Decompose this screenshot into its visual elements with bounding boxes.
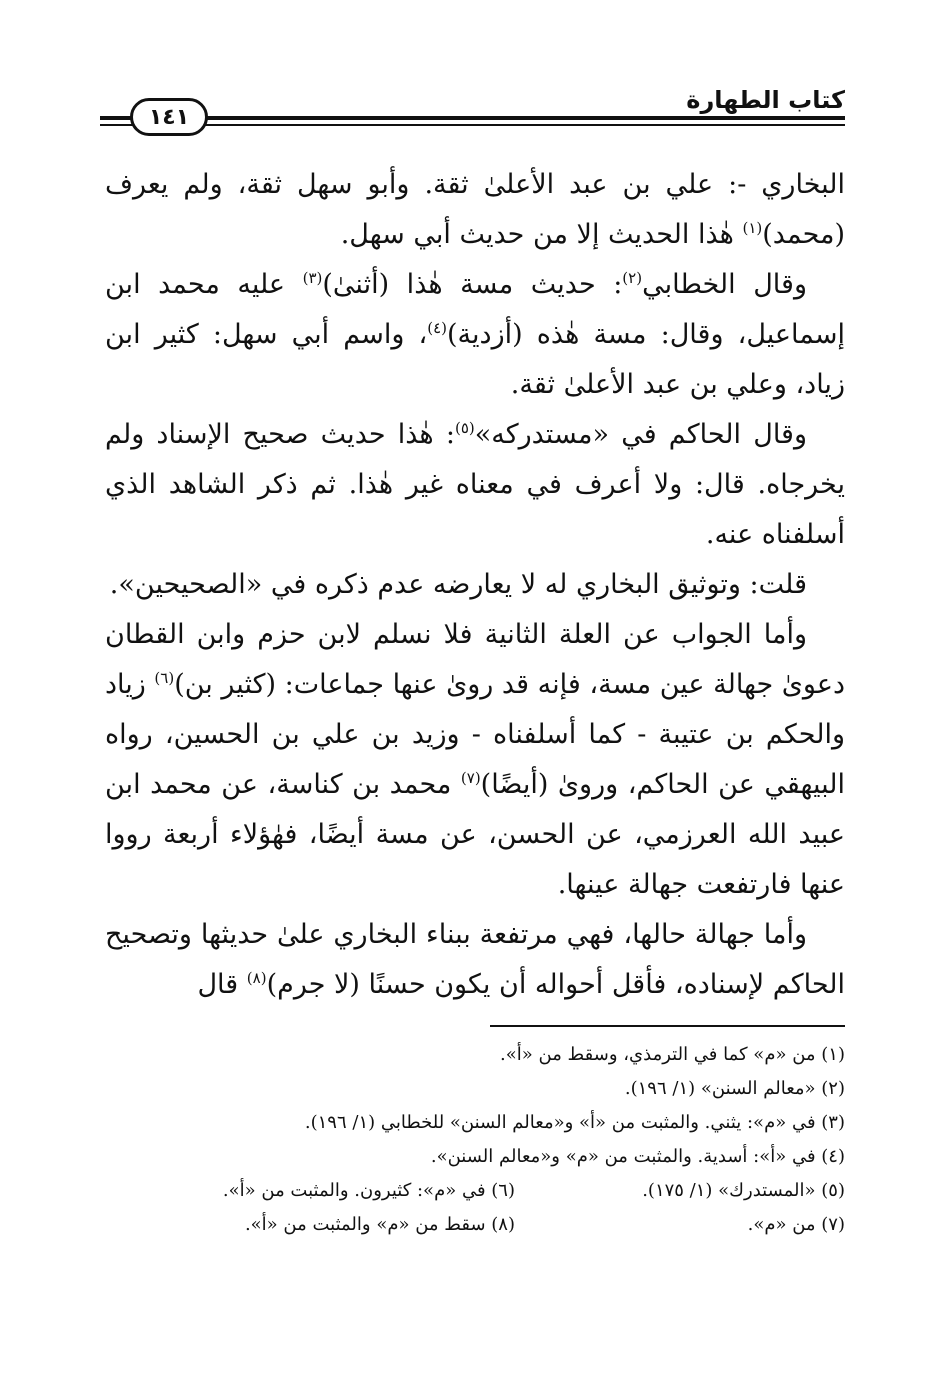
main-text [105,160,845,1010]
footnote-1: (١) من «م» كما في الترمذي، وسقط من «أ». [500,1044,845,1065]
paragraph-2: وقال الخطابي$^{(٢)}$: حديث مسة هٰذا (أثنىٰ)$^{(٣)}$ عليه محمد ابن إسماعيل، وقال: مسة هٰذه (أزدية)$^{(٤)}$، واسم أبي سهل: كثير ابن زياد، وعلي بن عبد الأعلىٰ ثقة. [105,269,845,400]
footnote-ref: (٨) [246,969,267,987]
footnote-ref: (٢) [622,269,643,287]
running-title: كتاب الطهارة [676,86,845,114]
footnote-ref: (٣) [302,269,323,287]
paragraph-3: وقال الحاكم في «مستدركه»$^{(٥)}$: هٰذا حديث صحيح الإسناد ولم يخرجاه. قال: ولا أعرف في معناه غير هٰذا. ثم ذكر الشاهد الذي أسلفناه عنه. [105,419,845,550]
footnote-3: (٣) في «م»: يثني. والمثبت من «أ» و«معالم السنن» للخطابي (١/ ١٩٦). [304,1112,845,1133]
page-header [100,80,845,140]
footnote-4: (٤) في «أ»: أسدية. والمثبت من «م» و«معالم السنن». [430,1146,845,1167]
footnote-separator [490,1025,845,1027]
footnote-ref: (٦) [154,669,175,687]
footnote-ref: (١) [742,219,763,237]
footnote-5: (٥) «المستدرك» (١/ ١٧٥). [642,1180,845,1201]
paragraph-5: وأما الجواب عن العلة الثانية فلا نسلم لابن حزم وابن القطان دعوىٰ جهالة عين مسة، فإنه قد روىٰ عنها جماعات: (كثير بن)$^{(٦)}$ زياد والحكم بن عتيبة - كما أسلفناه - وزيد بن علي بن الحسين، رواه البيهقي عن الحاكم، وروىٰ (أيضًا)$^{(٧)}$ محمد بن كناسة، عن محمد ابن عبيد الله العرزمي، عن الحسن، عن مسة أيضًا، فهٰؤلاء أربعة رووا عنها فارتفعت جهالة عينها. [105,619,846,900]
footnote-ref: (٧) [460,769,481,787]
footnote-row [105,1208,845,1242]
footnote-8: (٨) سقط من «م» والمثبت من «أ». [244,1214,515,1235]
paragraph-1: البخاري -: علي بن عبد الأعلىٰ ثقة. وأبو سهل ثقة، ولم يعرف (محمد)$^{(١)}$ هٰذا الحديث إلا من حديث أبي سهل. [105,169,845,250]
header-rule-thin [100,124,845,126]
paragraph-4: قلت: وتوثيق البخاري له لا يعارضه عدم ذكره في «الصحيحين». [109,569,807,600]
footnote-2: (٢) «معالم السنن» (١/ ١٩٦). [624,1078,845,1099]
footnote-ref: (٤) [427,319,448,337]
footnote-6: (٦) في «م»: كثيرون. والمثبت من «أ». [222,1180,515,1201]
header-rule-thick [100,116,845,120]
paragraph-6: وأما جهالة حالها، فهي مرتفعة ببناء البخاري علىٰ حديثها وتصحيح الحاكم لإسناده، فأقل أحواله أن يكون حسنًا (لا جرم)$^{(٨)}$ قال [105,919,845,1000]
page-number: ١٤١ [130,98,208,136]
footnote-7: (٧) من «م». [747,1214,845,1235]
footnotes [105,1038,845,1242]
footnote-ref: (٥) [454,419,475,437]
footnote-row [105,1174,845,1208]
